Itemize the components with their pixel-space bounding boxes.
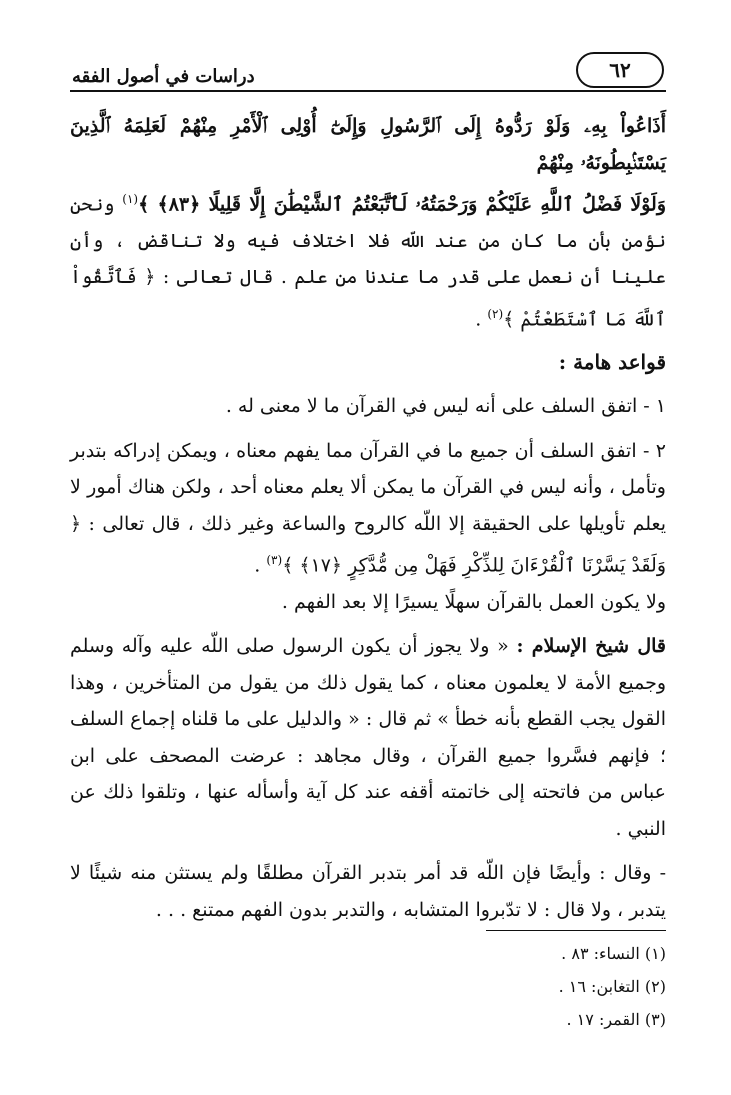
- footnote-1: (١) النساء: ٨٣ .: [561, 944, 666, 963]
- header-rule: [70, 90, 666, 92]
- paragraph-faith: نؤمن بأن ما كان من عند اللّه فلا اختلاف فيه ولا تناقض ، وأن علينا أن نعمل على قدر ما عندنا من علم . قال تعالى : ﴿ فَٱتَّقُواْ ٱللَّهَ مَا ٱسْتَطَعْتُمْ ﴾: [70, 229, 666, 331]
- rule-1: ١ - اتفق السلف على أنه ليس في القرآن ما لا معنى له .: [225, 395, 666, 418]
- body-text: [70, 108, 666, 928]
- rule-2-text: ٢ - اتفق السلف أن جميع ما في القرآن مما يفهم معناه ، ويمكن إدراكه بتدبر وتأمل ، وأنه ليس في القرآن ما يمكن ألا يعلم معناه أحد ، ولكن هناك أمور لا يعلم تأويلها على الحقيقة إلا اللّه كالروح والساعة وغير ذلك ، قال تعالى : ﴿ وَلَقَدْ يَسَّرْنَا ٱلْقُرْءَانَ لِلذِّكْرِ فَهَلْ مِن مُّدَّكِرٍ ﴿١٧﴾ ﴾: [70, 439, 666, 577]
- verse-line-2-paragraph: وَلَوْلَا فَضْلُ ٱللَّهِ عَلَيْكُمْ وَرَحْمَتُهُۥ لَٱتَّبَعْتُمُ ٱلشَّيْطَٰنَ إِلَّا قَلِيلًا ﴿٨٣﴾ ﴾$^{(١)}$ ونحن نؤمن بأن ما كان من عند اللّه فلا اختلاف فيه ولا تناقض ، وأن علينا أن نعمل على قدر ما عندنا من علم . قال تعالى : ﴿ فَٱتَّقُواْ ٱللَّهَ مَا ٱسْتَطَعْتُمْ ﴾$^{(٢)}$ .: [70, 192, 667, 331]
- footnote-ref-2: (٢): [487, 306, 504, 321]
- header-title: دراسات في أصول الفقه: [72, 66, 255, 87]
- footnote-separator: [486, 930, 666, 931]
- footnote-2: (٢) التغابن: ١٦ .: [558, 977, 666, 996]
- verse-line-1: أَذَاعُواْ بِهِۦ وَلَوْ رَدُّوهُ إِلَى ٱلرَّسُولِ وَإِلَىٰٓ أُوْلِى ٱلْأَمْرِ مِنْهُمْ لَعَلِمَهُ ٱلَّذِينَ يَسْتَنۢبِطُونَهُۥ مِنْهُمْ: [70, 115, 666, 174]
- footnote-ref-1: (١): [122, 192, 139, 206]
- page-number: ٦٢: [576, 52, 664, 88]
- footnote-3: (٣) القمر: ١٧ .: [566, 1010, 666, 1029]
- shaykh-label: قال شيخ الإسلام :: [516, 635, 667, 658]
- shaykh-quote: [70, 628, 666, 847]
- section-heading: قواعد هامة :: [558, 349, 666, 374]
- rule-2: ٢ - اتفق السلف أن جميع ما في القرآن مما يفهم معناه ، ويمكن إدراكه بتدبر وتأمل ، وأنه ليس في القرآن ما يمكن ألا يعلم معناه أحد ، ولكن هناك أمور لا يعلم تأويلها على الحقيقة إلا اللّه كالروح والساعة وغير ذلك ، قال تعالى : ﴿ وَلَقَدْ يَسَّرْنَا ٱلْقُرْءَانَ لِلذِّكْرِ فَهَلْ مِن مُّدَّكِرٍ ﴿١٧﴾ ﴾$^{(٣)}$ .: [70, 439, 666, 577]
- paragraph-start-word: ونحن: [70, 193, 115, 216]
- closing-paragraph: - وقال : وأيضًا فإن اللّه قد أمر بتدبر القرآن مطلقًا ولم يستثن منه شيئًا لا يتدبر ، ولا قال : لا تدّبروا المتشابه ، والتدبر بدون الفهم ممتنع . . .: [70, 862, 666, 921]
- rule-2-conclusion: ولا يكون العمل بالقرآن سهلًا يسيرًا إلا بعد الفهم .: [281, 590, 666, 613]
- footnote-ref-3: (٣): [266, 553, 283, 568]
- verse-line-2: وَلَوْلَا فَضْلُ ٱللَّهِ عَلَيْكُمْ وَرَحْمَتُهُۥ لَٱتَّبَعْتُمُ ٱلشَّيْطَٰنَ إِلَّا قَلِيلًا ﴿٨٣﴾ ﴾: [138, 193, 667, 216]
- footnotes: [70, 937, 666, 1036]
- shaykh-text: « ولا يجوز أن يكون الرسول صلى اللّه عليه وآله وسلم وجميع الأمة لا يعلمون معناه ، كما يقول ذلك من يقول من المتأخرين ، وهذا القول يجب القطع بأنه خطأ » ثم قال : « والدليل على ما قلناه إجماع السلف ؛ فإنهم فسَّروا جميع القرآن ، وقال مجاهد : عرضت المصحف على ابن عباس من فاتحته إلى خاتمته أقفه عند كل آية وأسأله عنها ، وتلقوا ذلك عن النبي .: [70, 635, 666, 840]
- running-header: [70, 52, 666, 92]
